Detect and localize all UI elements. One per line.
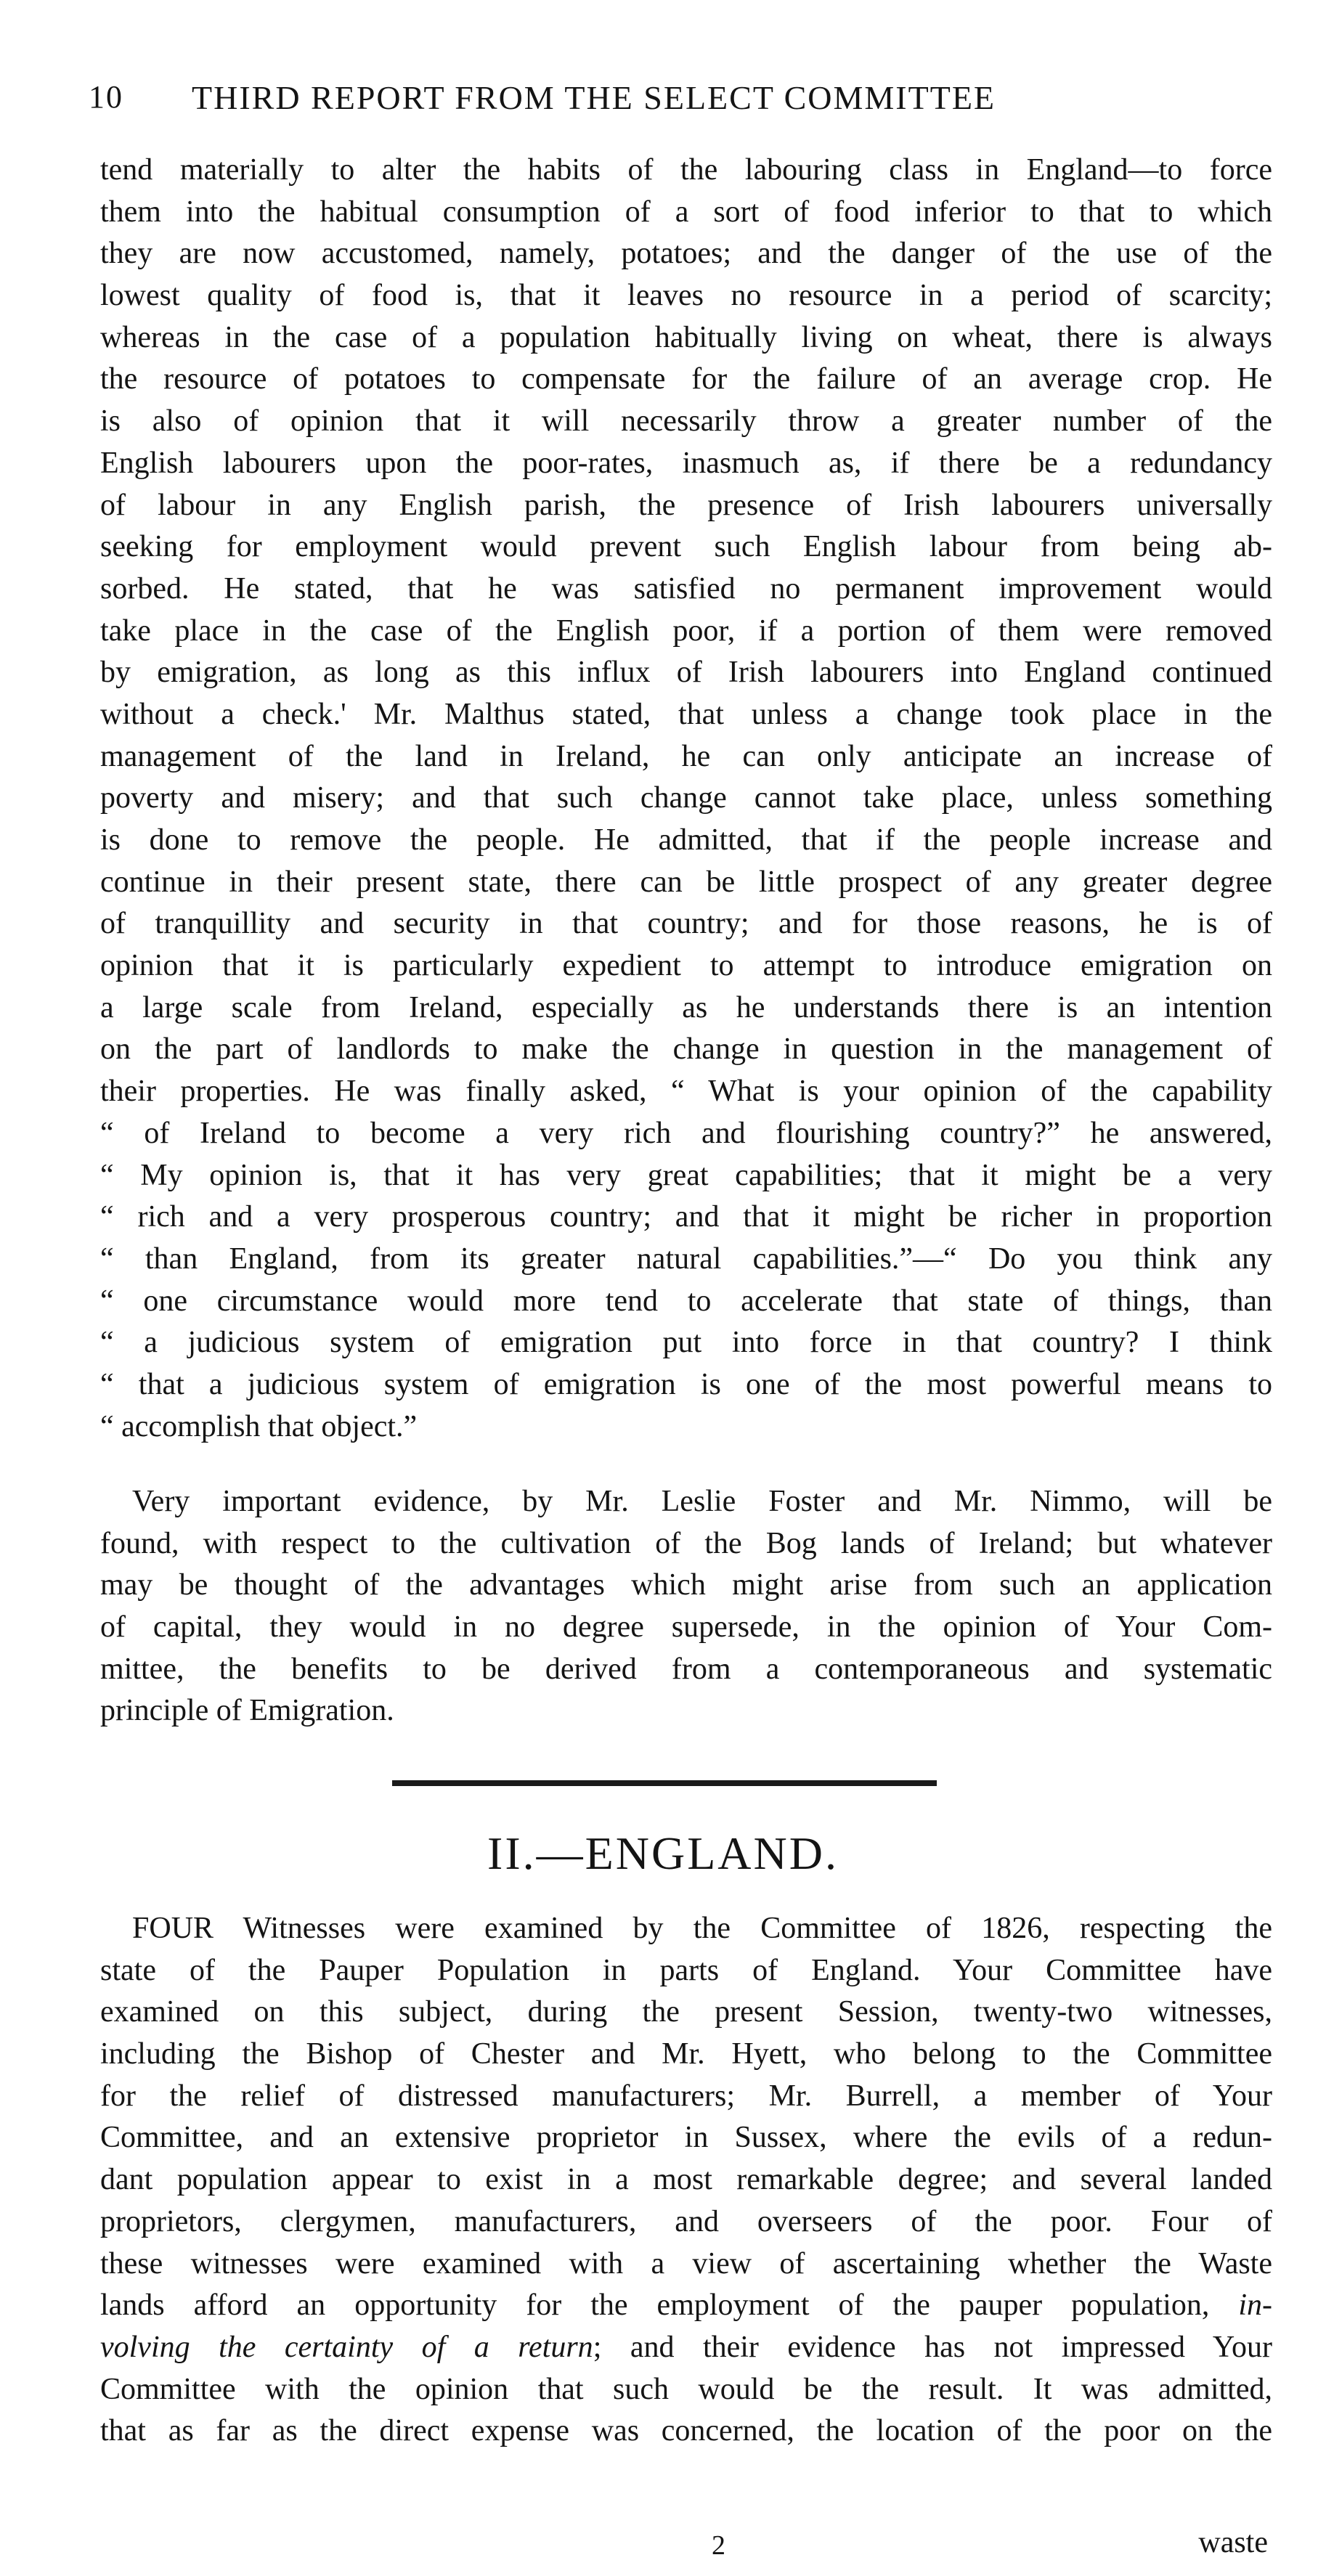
text-line: FOUR Witnesses were examined by the Committee of 1826, respecting the: [132, 1912, 1272, 1945]
text-line: proprietors, clergymen, manufacturers, and overseers of the poor. Four of: [100, 2204, 1272, 2238]
text-line: without a check.' Mr. Malthus stated, that unless a change took place in the: [100, 697, 1272, 731]
text-line: mittee, the benefits to be derived from a contemporaneous and systematic: [100, 1652, 1272, 1686]
quote-line: “ a judicious system of emigration put into force in that country? I think: [100, 1326, 1272, 1360]
quote-line: “ accomplish that object.”: [100, 1409, 418, 1443]
quote-line: “ one circumstance would more tend to accelerate that state of things, than: [100, 1284, 1272, 1318]
quote-line: “ of Ireland to become a very rich and flourishing country?” he answered,: [100, 1116, 1272, 1150]
text-line: Committee, and an extensive proprietor in Sussex, where the evils of a redun-: [100, 2121, 1272, 2155]
catchword: waste: [1198, 2526, 1268, 2559]
paragraph-evidence-summary: [100, 150, 1272, 1448]
text-line: they are now accustomed, namely, potatoes; and the danger of the use of the: [100, 237, 1272, 271]
quote-line: “ rich and a very prosperous country; and that it might be richer in proportion: [100, 1200, 1272, 1234]
running-title: THIRD REPORT FROM THE SELECT COMMITTEE: [192, 79, 996, 116]
quote-line: “ than England, from its greater natural capabilities.”—“ Do you think any: [100, 1242, 1272, 1276]
text-segment: the certainty of a return: [219, 2330, 593, 2364]
text-line: dant population appear to exist in a most remarkable degree; and several landed: [100, 2163, 1272, 2197]
text-line: Very important evidence, by Mr. Leslie Foster and Mr. Nimmo, will be: [132, 1485, 1272, 1518]
text-line: poverty and misery; and that such change cannot take place, unless something: [100, 781, 1272, 815]
text-line: them into the habitual consumption of a sort of food inferior to that to which: [100, 195, 1272, 229]
text-line: of labour in any English parish, the presence of Irish labourers universally: [100, 488, 1272, 522]
paragraph-england-witnesses: [100, 1908, 1272, 2453]
text-line: of tranquillity and security in that country; and for those reasons, he is of: [100, 907, 1272, 941]
text-line: these witnesses were examined with a view of ascertaining whether the Waste: [100, 2246, 1272, 2281]
text-line: their properties. He was finally asked, “ What is your opinion of the capability: [100, 1075, 1272, 1109]
quote-line: “ that a judicious system of emigration is one of the most powerful means to: [100, 1367, 1272, 1401]
text-line: whereas in the case of a population habitually living on wheat, there is always: [100, 320, 1272, 354]
signature-mark: 2: [712, 2530, 725, 2561]
text-line: seeking for employment would prevent such English labour from being ab-: [100, 530, 1272, 564]
text-line: tend materially to alter the habits of the labouring class in England—to force: [100, 153, 1272, 187]
text-segment: ; and their evidence has not impressed Your: [593, 2330, 1272, 2364]
text-line: on the part of landlords to make the change in question in the management of: [100, 1032, 1272, 1067]
text-line: may be thought of the advantages which might arise from such an application: [100, 1568, 1272, 1602]
section-divider-rule: [392, 1780, 937, 1786]
page-number: 10: [89, 79, 123, 115]
text-line: for the relief of distressed manufacturers; Mr. Burrell, a member of Your: [100, 2079, 1272, 2113]
text-line: including the Bishop of Chester and Mr. Hyett, who belong to the Committee: [100, 2037, 1272, 2071]
text-line: Committee with the opinion that such would be the result. It was admitted,: [100, 2372, 1272, 2406]
paragraph-bog-lands: [100, 1481, 1272, 1732]
text-line: the resource of potatoes to compensate for the failure of an average crop. He: [100, 362, 1272, 396]
italic-segment: volving: [100, 2330, 190, 2364]
text-line: management of the land in Ireland, he can only anticipate an increase of: [100, 739, 1272, 773]
text-line: opinion that it is particularly expedient to attempt to introduce emigration on: [100, 949, 1272, 983]
text-line: examined on this subject, during the present Session, twenty-two witnesses,: [100, 1995, 1272, 2029]
text-line: English labourers upon the poor-rates, inasmuch as, if there be a redundancy: [100, 446, 1272, 480]
text-line: a large scale from Ireland, especially as he understands there is an intention: [100, 990, 1272, 1024]
text-line: sorbed. He stated, that he was satisfied no permanent improvement would: [100, 571, 1272, 606]
text-line: that as far as the direct expense was concerned, the location of the poor on the: [100, 2414, 1272, 2448]
text-line: principle of Emigration.: [100, 1694, 394, 1728]
text-segment: lands afford an opportunity for the employment of the pauper population,: [100, 2288, 1210, 2323]
text-line: lowest quality of food is, that it leaves no resource in a period of scarcity;: [100, 279, 1272, 313]
section-heading: II.—ENGLAND.: [487, 1827, 839, 1879]
text-line: by emigration, as long as this influx of Irish labourers into England continued: [100, 656, 1272, 690]
text-line: continue in their present state, there can be little prospect of any greater degree: [100, 865, 1272, 899]
text-line: of capital, they would in no degree supersede, in the opinion of Your Com-: [100, 1610, 1272, 1644]
text-line: [100, 2327, 1272, 2369]
text-line: take place in the case of the English poor, if a portion of them were removed: [100, 614, 1272, 648]
text-line: state of the Pauper Population in parts of England. Your Committee have: [100, 1953, 1272, 1987]
quote-line: “ My opinion is, that it has very great capabilities; that it might be a very: [100, 1158, 1272, 1192]
italic-segment: in-: [1238, 2288, 1272, 2323]
text-line: is done to remove the people. He admitted, that if the people increase and: [100, 823, 1272, 857]
text-line: found, with respect to the cultivation of the Bog lands of Ireland; but whatever: [100, 1526, 1272, 1560]
text-line: is also of opinion that it will necessarily throw a greater number of the: [100, 404, 1272, 439]
text-line: [100, 2285, 1272, 2327]
italic-segment: [219, 2331, 593, 2364]
page-header: [89, 74, 1261, 118]
